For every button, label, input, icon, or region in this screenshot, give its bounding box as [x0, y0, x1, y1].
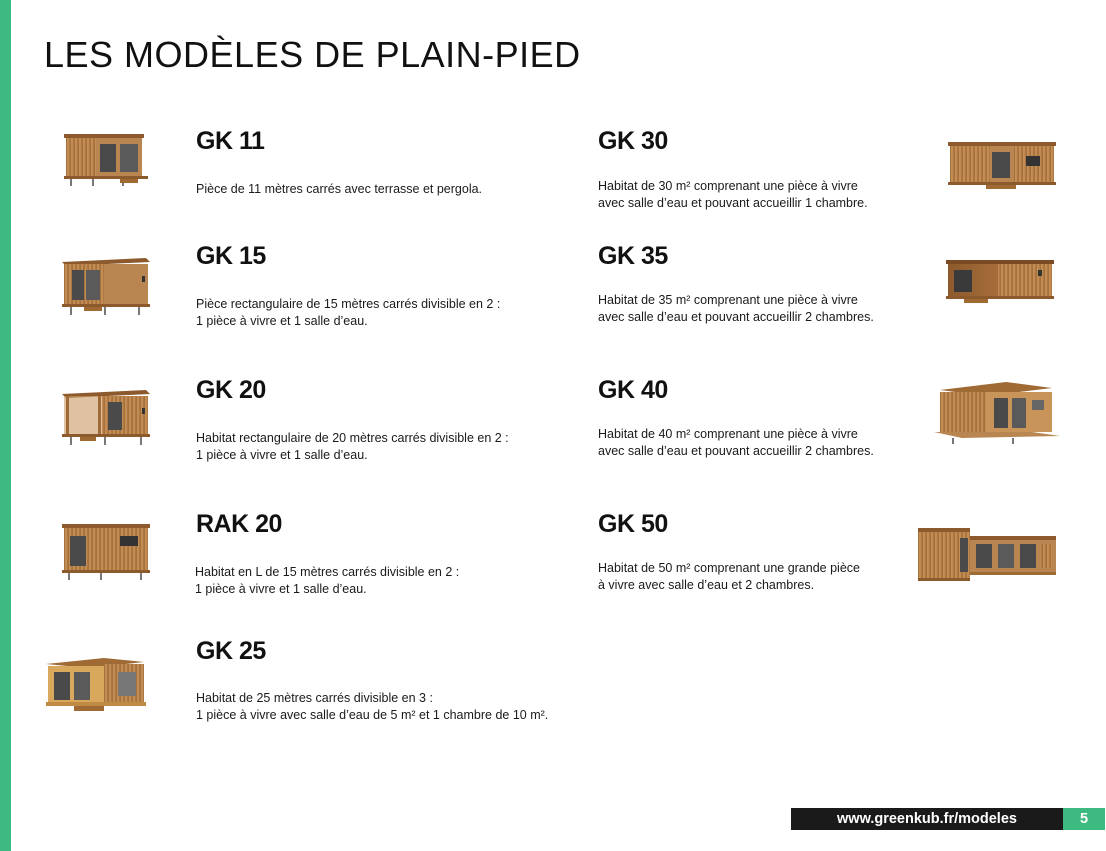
model-name-gk40: GK 40: [598, 376, 668, 404]
model-name-gk35: GK 35: [598, 242, 668, 270]
gk30-cabin-image: [946, 138, 1058, 199]
gk40-cabin-image: [932, 380, 1062, 453]
gk35-cabin-image: [944, 256, 1056, 311]
gk20-cabin-image: [60, 388, 152, 455]
gk50-cabin-image: [914, 524, 1060, 593]
model-desc-gk30: Habitat de 30 m² comprenant une pièce à vivre avec salle d’eau et pouvant accueillir 1 chambre.: [598, 179, 868, 210]
gk15-cabin-image: [60, 254, 152, 325]
model-name-gk50: GK 50: [598, 510, 668, 538]
model-desc-rak20: Habitat en L de 15 mètres carrés divisible en 2 : 1 pièce à vivre et 1 salle d’eau.: [195, 565, 460, 596]
model-name-gk11: GK 11: [196, 127, 265, 155]
model-name-gk15: GK 15: [196, 242, 266, 270]
model-desc-gk15: Pièce rectangulaire de 15 mètres carrés divisible en 2 : 1 pièce à vivre et 1 salle d’eau.: [196, 297, 501, 328]
model-desc-gk20: Habitat rectangulaire de 20 mètres carrés divisible en 2 : 1 pièce à vivre et 1 salle d’eau.: [196, 431, 509, 462]
rak20-cabin-image: [60, 520, 152, 587]
page-title: LES MODÈLES DE PLAIN-PIED: [44, 34, 581, 75]
gk11-cabin-image: [62, 128, 152, 195]
model-desc-gk11: Pièce de 11 mètres carrés avec terrasse et pergola.: [196, 182, 483, 196]
model-name-gk25: GK 25: [196, 637, 266, 665]
model-desc-gk40: Habitat de 40 m² comprenant une pièce à vivre avec salle d’eau et pouvant accueillir 2 chambres.: [598, 427, 874, 458]
gk25-cabin-image: [44, 656, 148, 721]
model-desc-gk35: Habitat de 35 m² comprenant une pièce à vivre avec salle d’eau et pouvant accueillir 2 chambres.: [598, 293, 874, 324]
left-accent-bar: [0, 0, 11, 851]
model-desc-gk50: Habitat de 50 m² comprenant une grande pièce à vivre avec salle d’eau et 2 chambres.: [598, 561, 860, 592]
model-name-rak20: RAK 20: [196, 510, 282, 538]
model-desc-gk25: Habitat de 25 mètres carrés divisible en 3 : 1 pièce à vivre avec salle d’eau de 5 m² et 1 chambre de 10 m².: [196, 691, 549, 722]
model-name-gk20: GK 20: [196, 376, 266, 404]
page-number: 5: [1063, 808, 1105, 830]
footer-website-link[interactable]: www.greenkub.fr/modeles: [791, 808, 1063, 830]
model-name-gk30: GK 30: [598, 127, 668, 155]
